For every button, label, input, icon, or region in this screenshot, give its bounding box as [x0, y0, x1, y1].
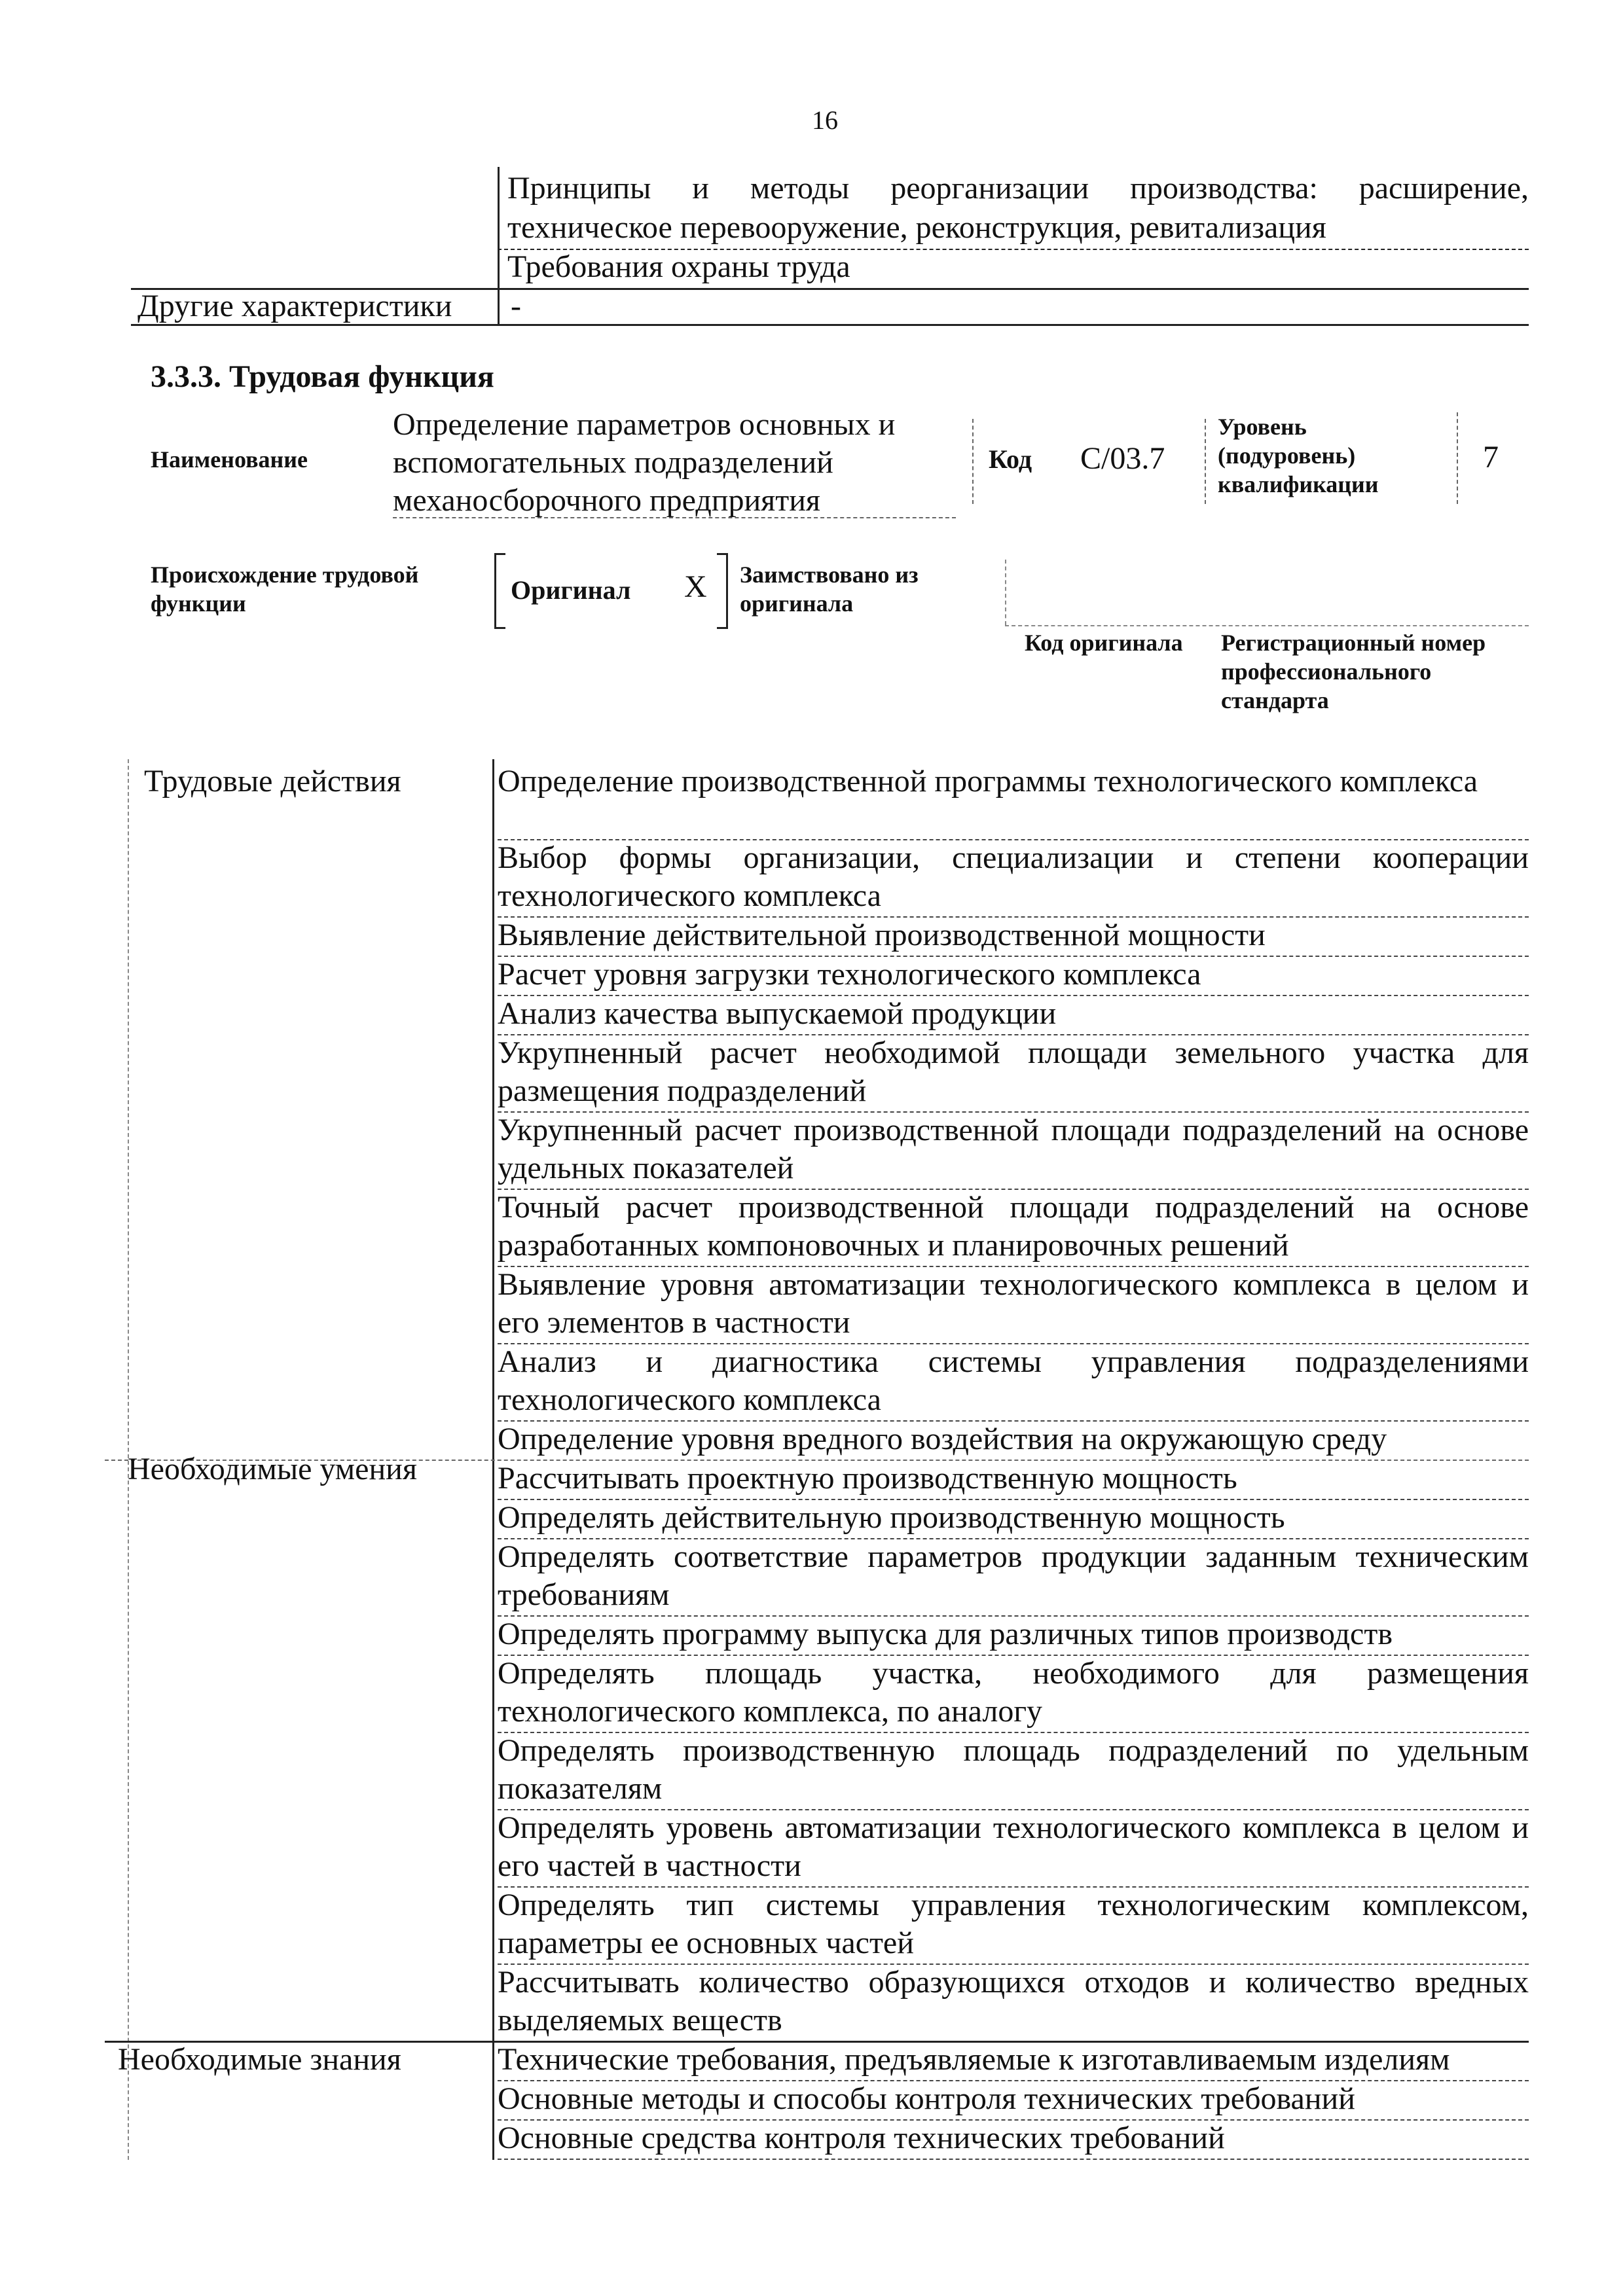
code-label: Код	[989, 444, 1032, 474]
continuation-row: Принципы и методы реорганизации производства: расширение, техническое перевооружение, реконструкция, ревитализация	[507, 171, 1529, 245]
divider	[498, 2159, 1529, 2160]
action-item: Расчет уровня загрузки технологического комплекса	[498, 957, 1201, 992]
knowledge-item: Основные методы и способы контроля технических требований	[498, 2081, 1355, 2116]
section-title: 3.3.3. Трудовая функция	[151, 359, 494, 394]
original-mark: X	[684, 569, 707, 604]
original-option: Оригинал	[511, 575, 631, 605]
knowledge-item: Основные средства контроля технических требований	[498, 2121, 1225, 2155]
level-label: Уровень (подуровень) квалификации	[1218, 414, 1379, 497]
skill-item: Определять уровень автоматизации технологического комплекса в целом и его частей в частности	[498, 1810, 1529, 1883]
action-item: Точный расчет производственной площади подразделений на основе разработанных компоновочных и планировочных решений	[498, 1190, 1529, 1263]
action-item: Определение производственной программы технологического комплекса	[498, 764, 1478, 798]
action-item: Анализ качества выпускаемой продукции	[498, 996, 1057, 1031]
knowledge-item: Технические требования, предъявляемые к изготавливаемым изделиям	[498, 2042, 1450, 2077]
continuation-row: Требования охраны труда	[507, 249, 850, 284]
bracket	[717, 553, 728, 629]
bracket	[494, 553, 505, 629]
page-number: 16	[812, 105, 838, 135]
action-item: Выбор формы организации, специализации и степени кооперации технологического комплекса	[498, 840, 1529, 913]
divider	[972, 419, 974, 504]
divider	[1457, 412, 1458, 504]
skill-item: Определять действительную производственную мощность	[498, 1500, 1285, 1535]
skill-item: Рассчитывать количество образующихся отходов и количество вредных выделяемых веществ	[498, 1965, 1529, 2037]
action-item: Выявление уровня автоматизации технологического комплекса в целом и его элементов в частности	[498, 1267, 1529, 1340]
other-characteristics-value: -	[511, 289, 521, 323]
skill-item: Определять производственную площадь подразделений по удельным показателям	[498, 1733, 1529, 1806]
divider	[1005, 625, 1529, 626]
divider	[1205, 419, 1206, 504]
divider	[498, 167, 500, 324]
reg-number-label: Регистрационный номер профессионального стандарта	[1221, 630, 1486, 713]
borrowed-option: Заимствовано из оригинала	[740, 562, 919, 617]
code-original-label: Код оригинала	[1025, 630, 1183, 656]
divider	[131, 324, 1529, 326]
actions-label: Трудовые действия	[144, 764, 401, 798]
divider	[393, 517, 956, 518]
action-item: Определение уровня вредного воздействия на окружающую среду	[498, 1422, 1387, 1456]
skills-label: Необходимые умения	[128, 1452, 417, 1486]
skill-item: Определять программу выпуска для различных типов производств	[498, 1617, 1393, 1651]
code-value: C/03.7	[1080, 441, 1165, 476]
divider	[1005, 560, 1006, 625]
other-characteristics-label: Другие характеристики	[137, 289, 452, 323]
action-item: Анализ и диагностика системы управления подразделениями технологического комплекса	[498, 1344, 1529, 1417]
name-value: Определение параметров основных и вспомогательных подразделений механосборочного предприятия	[393, 407, 896, 518]
action-item: Укрупненный расчет необходимой площади земельного участка для размещения подразделений	[498, 1035, 1529, 1108]
level-value: 7	[1483, 440, 1499, 475]
skill-item: Определять тип системы управления технологическим комплексом, параметры ее основных частей	[498, 1888, 1529, 1960]
skill-item: Определять соответствие параметров продукции заданным техническим требованиям	[498, 1539, 1529, 1612]
skill-item: Определять площадь участка, необходимого для размещения технологического комплекса, по аналогу	[498, 1656, 1529, 1729]
origin-label: Происхождение трудовой функции	[151, 562, 419, 617]
skill-item: Рассчитывать проектную производственную мощность	[498, 1461, 1237, 1496]
action-item: Укрупненный расчет производственной площади подразделений на основе удельных показателей	[498, 1113, 1529, 1185]
action-item: Выявление действительной производственной мощности	[498, 918, 1266, 952]
knowledge-label: Необходимые знания	[118, 2042, 401, 2077]
name-label: Наименование	[151, 446, 308, 473]
